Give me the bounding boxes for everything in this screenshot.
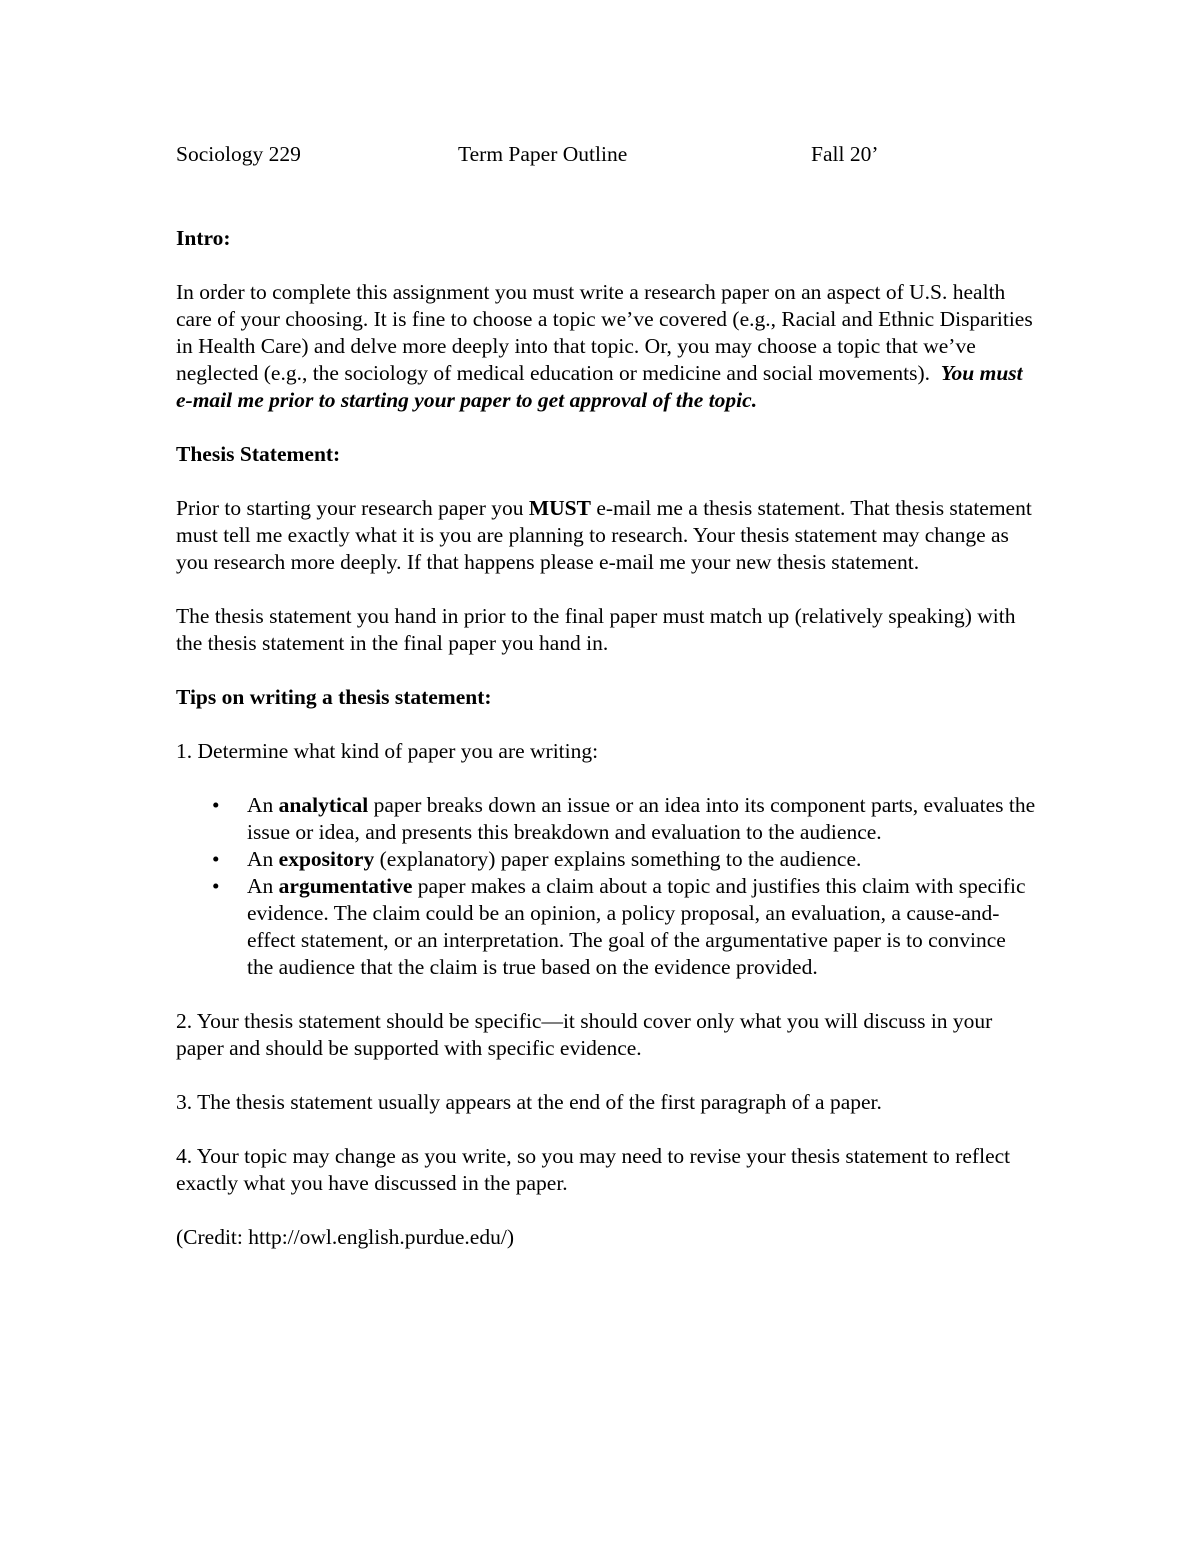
expository-prefix: An — [247, 847, 279, 871]
list-item-argumentative — [176, 873, 1036, 981]
analytical-term: analytical — [278, 793, 369, 817]
expository-description: (explanatory) paper explains something to the audience. — [374, 847, 862, 871]
argumentative-term: argumentative — [278, 874, 413, 898]
thesis-p1-before: Prior to starting your research paper you — [176, 496, 529, 520]
tip-2: 2. Your thesis statement should be specific—it should cover only what you will discuss in your paper and should be supported with specific evidence. — [176, 1009, 993, 1060]
course-name: Sociology 229 — [176, 142, 301, 166]
tip-1: 1. Determine what kind of paper you are writing: — [176, 739, 599, 763]
term-label: Fall 20’ — [811, 142, 879, 166]
thesis-paragraph-2: The thesis statement you hand in prior to the final paper must match up (relatively speaking) with the thesis statement in the final paper you hand in. — [176, 604, 1016, 655]
intro-emphasis: You must e-mail me prior to starting your paper to get approval of the topic. — [176, 361, 1023, 412]
list-item-analytical — [176, 792, 1036, 846]
thesis-p1-after: e-mail me a thesis statement. That thesis statement must tell me exactly what it is you are planning to research. Your thesis statement may change as you research more deeply. If that happens please e-mail me your new thesis statement. — [176, 496, 1032, 574]
bullet-icon: • — [212, 847, 220, 871]
argumentative-prefix: An — [247, 874, 279, 898]
document-page — [176, 141, 1036, 1251]
intro-body: In order to complete this assignment you must write a research paper on an aspect of U.S. health care of your choosing. It is fine to choose a topic we’ve covered (e.g., Racial and Ethnic Disparities in Health Care) and delve more deeply into that topic. Or, you may choose a topic that we’ve neglected (e.g., the sociology of medical education or medicine and social movements). — [176, 280, 1033, 385]
intro-heading: Intro: — [176, 226, 231, 250]
paper-types-list — [176, 792, 1036, 981]
list-item-expository — [176, 846, 1036, 873]
bullet-icon: • — [212, 874, 220, 898]
analytical-prefix: An — [247, 793, 279, 817]
document-title: Term Paper Outline — [458, 142, 628, 166]
expository-term: expository — [278, 847, 375, 871]
thesis-heading: Thesis Statement: — [176, 442, 341, 466]
tips-heading: Tips on writing a thesis statement: — [176, 685, 492, 709]
tip-4: 4. Your topic may change as you write, so you may need to revise your thesis statement to reflect exactly what you have discussed in the paper. — [176, 1144, 1011, 1195]
thesis-paragraph-1 — [176, 495, 1036, 576]
thesis-p1-must: MUST — [528, 496, 591, 520]
analytical-description: paper breaks down an issue or an idea into its component parts, evaluates the issue or idea, and presents this breakdown and evaluation to the audience. — [247, 793, 1036, 844]
bullet-icon: • — [212, 793, 220, 817]
document-header — [176, 141, 1036, 171]
argumentative-description: paper makes a claim about a topic and justifies this claim with specific evidence. The claim could be an opinion, a policy proposal, an evaluation, a cause-and-effect statement, or an interpretation. The goal of the argumentative paper is to convince the audience that the claim is true based on the evidence provided. — [247, 874, 1026, 979]
intro-paragraph — [176, 279, 1036, 414]
credit-line: (Credit: http://owl.english.purdue.edu/) — [176, 1225, 514, 1249]
tip-3: 3. The thesis statement usually appears at the end of the first paragraph of a paper. — [176, 1090, 882, 1114]
